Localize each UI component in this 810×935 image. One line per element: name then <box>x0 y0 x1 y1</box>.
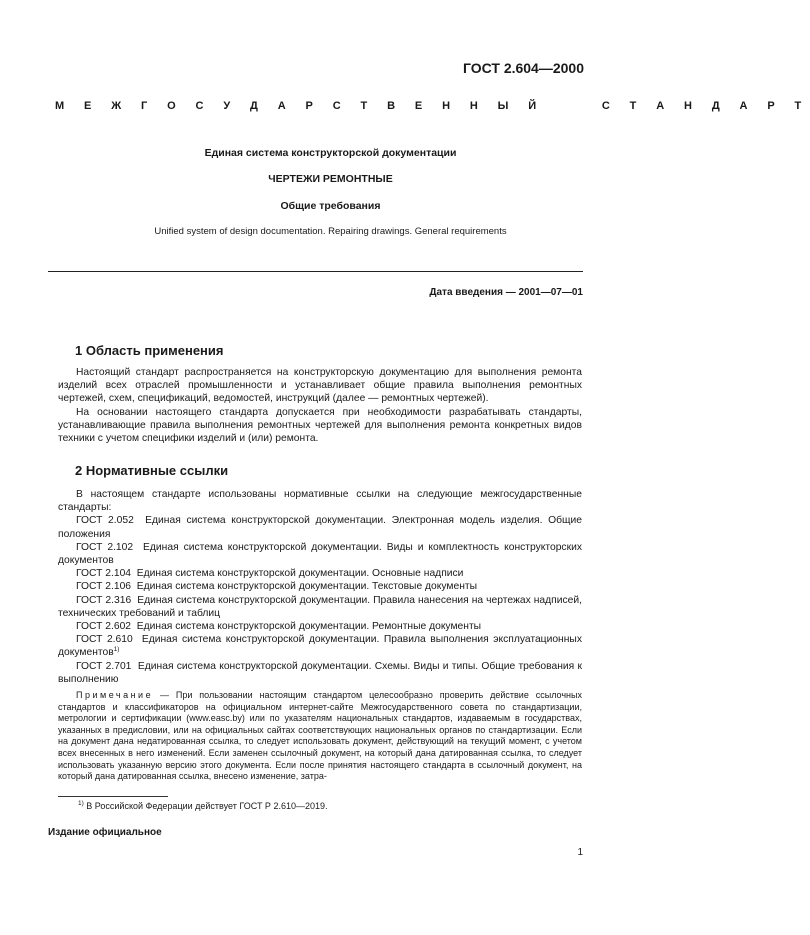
normative-reference <box>58 620 582 633</box>
note-text: — При пользовании настоящим стандартом целесообразно проверить действие ссылочных стандартов и классификаторов на официальном интернет-сайте Межгосударственного совета по стандартизации, метрологии и сертификации (www.easc.by) или по указателям национальных стандартов, издаваемым в государствах, указанных в предисловии, или на официальных сайтах соответствующих национальных органов по стандартизации. Если на документ дана недатированная ссылка, то следует использовать документ, действующий на текущий момент, с учетом всех внесенных в него изменений. Если заменен ссылочный документ, на который дана датированная ссылка, то следует использовать указанную версию этого документа. Если после принятия настоящего стандарта в ссылочный документ, на который дана датированная ссылка, внесено изменение, затра- <box>58 690 582 782</box>
reference-code: ГОСТ 2.102 <box>76 541 134 553</box>
english-title: Unified system of design documentation. Repairing drawings. General requirements <box>154 226 507 237</box>
note-label: Примечание <box>76 690 154 700</box>
section-2-heading: 2 Нормативные ссылки <box>75 463 229 478</box>
reference-text: Единая система конструкторской документации. Виды и комплектность конструкторских документов <box>58 541 582 567</box>
official-edition-label: Издание официальное <box>48 827 162 838</box>
footnote-text: В Российской Федерации действует ГОСТ Р 2.610—2019. <box>83 801 328 811</box>
reference-code: ГОСТ 2.104 <box>76 568 132 580</box>
normative-reference <box>58 567 582 580</box>
reference-text: Единая система конструкторской документации. Правила выполнения эксплуатационных документов <box>58 634 582 659</box>
normative-reference <box>58 633 582 659</box>
reference-text: Единая система конструкторской документации. Правила нанесения на чертежах надписей, технических требований и таблиц <box>58 594 582 619</box>
reference-text: Единая система конструкторской документации. Электронная модель изделия. Общие положения <box>58 515 582 540</box>
section-2-intro: В настоящем стандарте использованы нормативные ссылки на следующие межгосударственные стандарты: <box>58 489 582 514</box>
normative-reference <box>58 514 582 540</box>
note-block <box>58 690 582 783</box>
footnote-marker: 1) <box>113 646 120 654</box>
reference-text: Единая система конструкторской документации. Схемы. Виды и типы. Общие требования к выполнению <box>58 660 582 685</box>
section-1-paragraph: Настоящий стандарт распространяется на конструкторскую документацию для выполнения ремонта изделий всех отраслей промышленности и устанавливает общие правила выполнения ремонтных чертежей, схем, спецификаций, ведомостей, инструкций (далее — ремонтных чертежей). <box>58 367 582 405</box>
document-subtitle: Общие требования <box>280 200 381 212</box>
system-title: Единая система конструкторской документации <box>204 147 457 159</box>
reference-code: ГОСТ 2.052 <box>76 515 134 527</box>
reference-text: Единая система конструкторской документации. Ремонтные документы <box>136 621 482 633</box>
interstate-standard-banner: М Е Ж Г О С У Д А Р С Т В Е Н Н Ы Й С Т А Н Д А Р Т <box>55 100 810 112</box>
normative-reference <box>58 594 582 620</box>
reference-code: ГОСТ 2.106 <box>76 581 132 593</box>
footnote-divider <box>58 796 168 797</box>
reference-code: ГОСТ 2.610 <box>76 634 133 646</box>
reference-code: ГОСТ 2.316 <box>76 594 132 606</box>
normative-reference <box>58 541 582 567</box>
page-number: 1 <box>577 847 583 858</box>
section-1-paragraph: На основании настоящего стандарта допускается при необходимости разрабатывать стандарты, устанавливающие правила выполнения ремонтных чертежей для выполнения ремонта конкретных видов техники с учетом специфики изделий и (или) ремонта. <box>58 406 582 445</box>
header-divider <box>48 271 583 272</box>
document-title: ЧЕРТЕЖИ РЕМОНТНЫЕ <box>268 173 393 185</box>
reference-code: ГОСТ 2.701 <box>76 660 132 672</box>
introduction-date: Дата введения — 2001—07—01 <box>429 287 583 298</box>
normative-reference <box>58 580 582 593</box>
reference-code: ГОСТ 2.602 <box>76 621 132 633</box>
reference-text: Единая система конструкторской документации. Основные надписи <box>136 568 464 580</box>
section-2-body <box>58 488 582 686</box>
footnote-mark: 1) <box>78 800 84 807</box>
section-1-heading: 1 Область применения <box>75 343 224 358</box>
footnote <box>78 801 327 811</box>
reference-text: Единая система конструкторской документации. Текстовые документы <box>136 581 478 593</box>
normative-reference <box>58 660 582 686</box>
section-1-body <box>58 366 582 445</box>
doc-number: ГОСТ 2.604—2000 <box>462 60 584 76</box>
